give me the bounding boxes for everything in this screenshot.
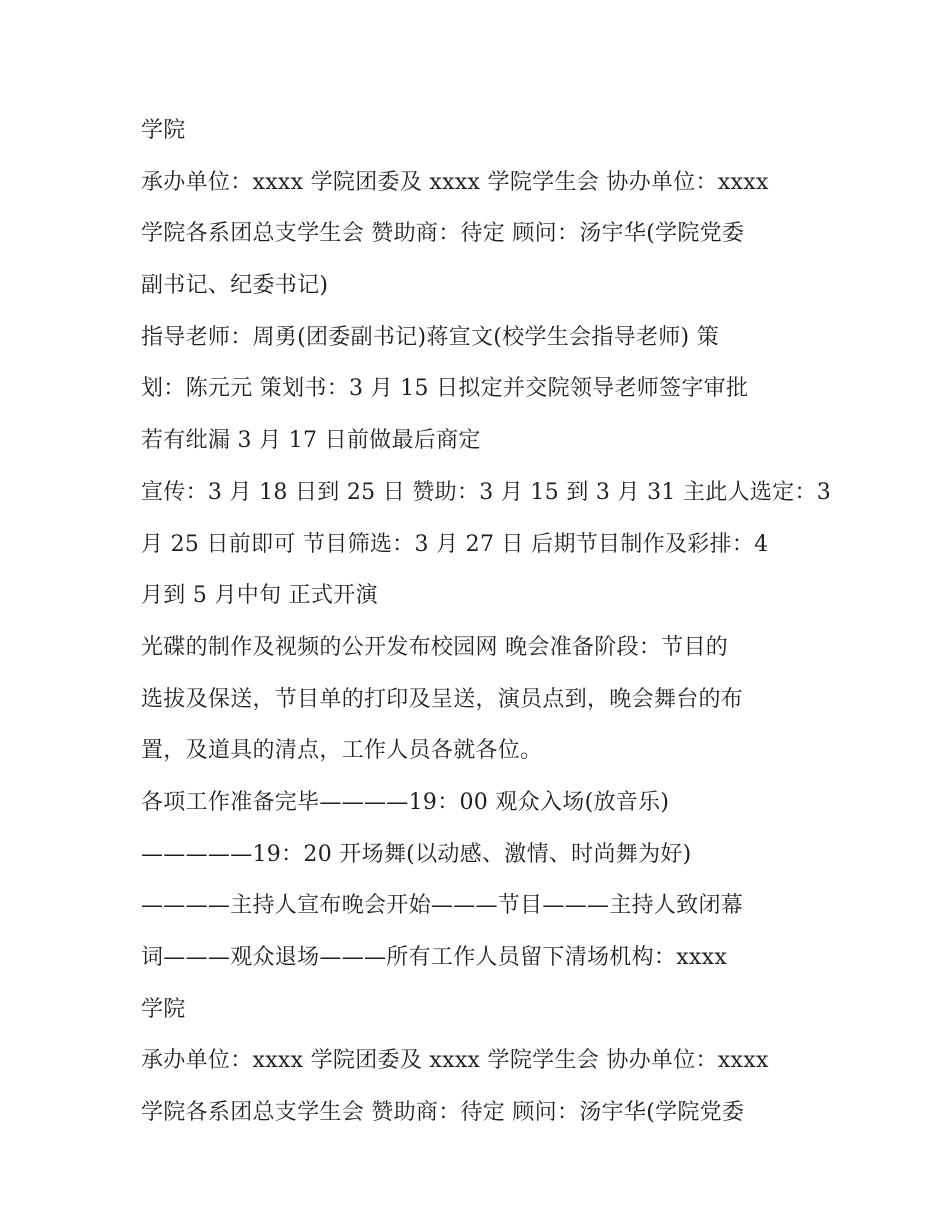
document-body: [141, 105, 832, 1139]
text-line: 词———观众退场———所有工作人员留下清场机构：xxxx: [141, 945, 728, 970]
text-line: 置，及道具的清点，工作人员各就各位。: [141, 738, 543, 764]
text-line: 选拔及保送，节目单的打印及呈送，演员点到，晚会舞台的布: [141, 686, 744, 712]
text-line: 划：陈元元 策划书：3 月 15 日拟定并交院领导老师签字审批: [141, 376, 749, 402]
text-line: —————19：20 开场舞(以动感、激情、时尚舞为好): [141, 841, 692, 867]
text-line: 各项工作准备完毕————19：00 观众入场(放音乐): [141, 789, 670, 815]
text-line: 学院: [141, 996, 186, 1022]
text-line: 若有纰漏 3 月 17 日前做最后商定: [141, 428, 481, 454]
text-line: 承办单位：xxxx 学院团委及 xxxx 学院学生会 协办单位：xxxx: [141, 1048, 769, 1074]
text-line: 月 25 日前即可 节目筛选：3 月 27 日 后期节目制作及彩排：4: [141, 531, 769, 557]
text-line: 学院各系团总支学生会 赞助商：待定 顾问：汤宇华(学院党委: [141, 221, 745, 247]
text-line: 学院各系团总支学生会 赞助商：待定 顾问：汤宇华(学院党委: [141, 1100, 745, 1126]
text-line: 承办单位：xxxx 学院团委及 xxxx 学院学生会 协办单位：xxxx: [141, 169, 769, 195]
text-line: 指导老师：周勇(团委副书记)蒋宣文(校学生会指导老师) 策: [141, 324, 720, 350]
text-line: 光碟的制作及视频的公开发布校园网 晚会准备阶段：节目的: [141, 634, 729, 660]
text-line: 宣传：3 月 18 日到 25 日 赞助：3 月 15 到 3 月 31 主此人选定：3: [141, 479, 832, 505]
text-line: 副书记、纪委书记): [141, 273, 329, 299]
text-line: 学院: [141, 118, 186, 143]
text-line: 月到 5 月中旬 正式开演: [141, 583, 378, 609]
text-line: ————主持人宣布晚会开始———节目———主持人致闭幕: [141, 893, 744, 919]
